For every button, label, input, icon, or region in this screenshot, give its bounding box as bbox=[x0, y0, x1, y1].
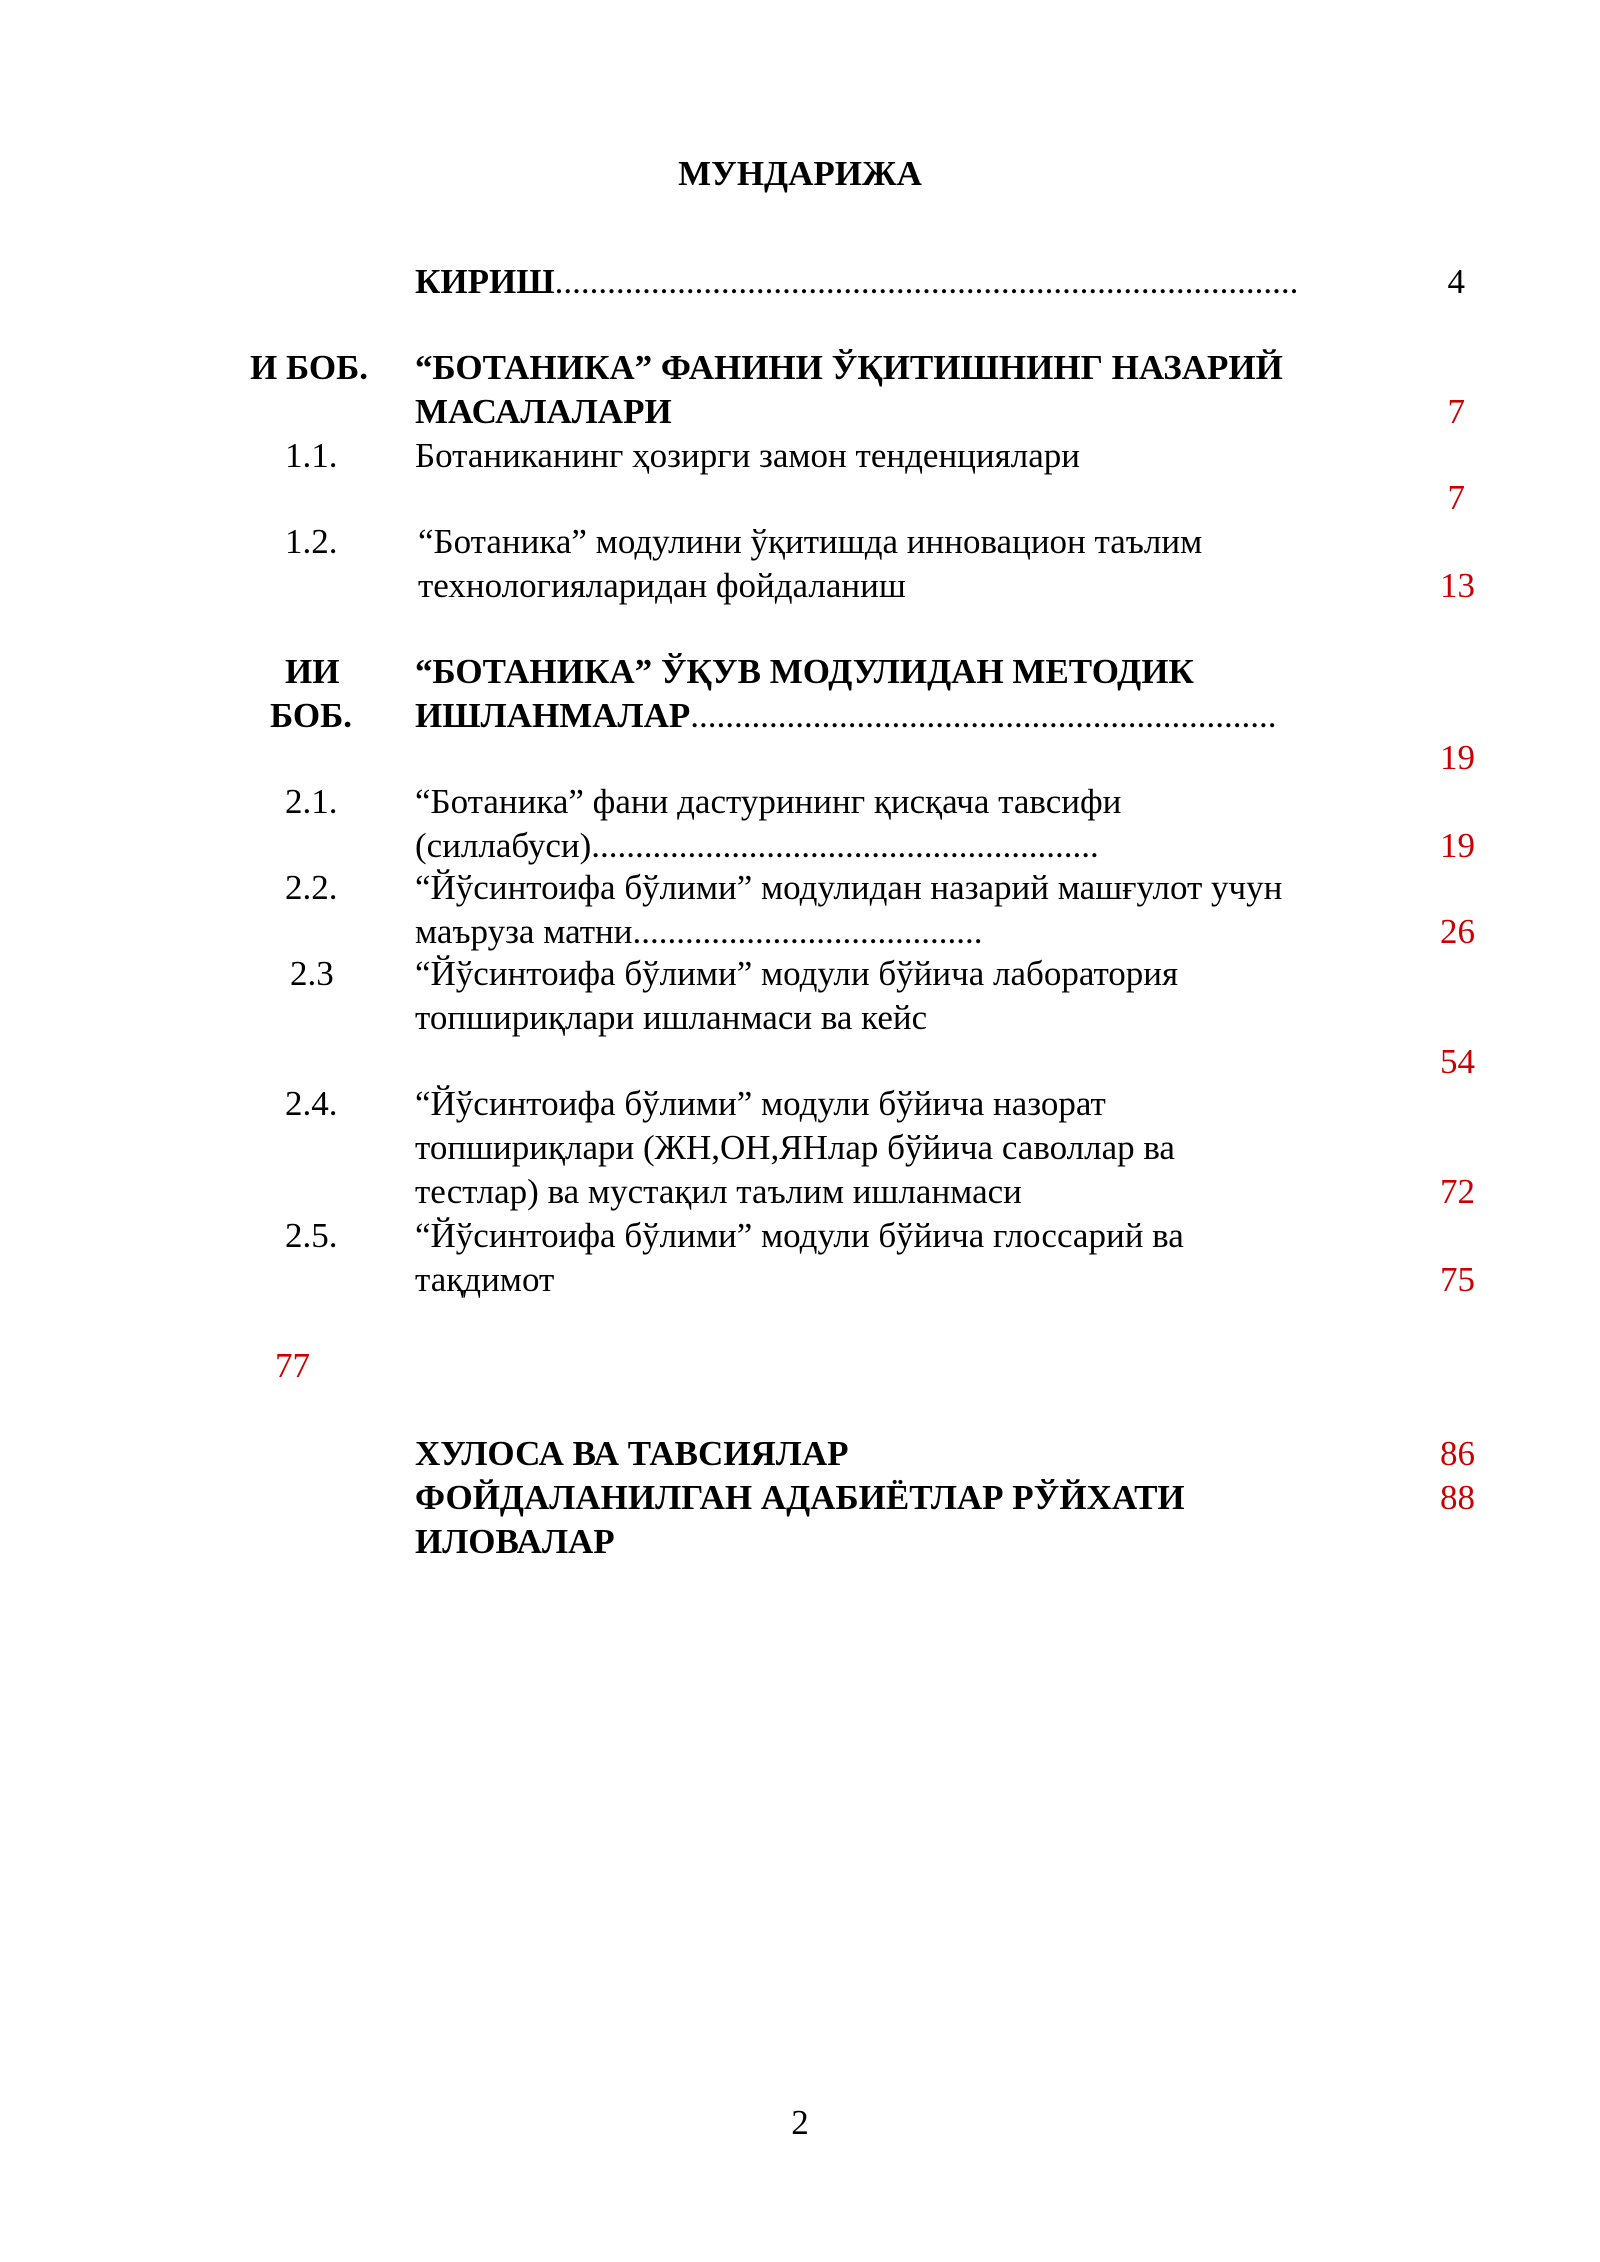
toc-page-number: 19 bbox=[1440, 826, 1475, 865]
section-title-line[interactable]: “Йўсинтоифа бўлими” модулидан назарий машғулот учун bbox=[415, 868, 1283, 907]
section-title-line[interactable]: маъруза матни........................................ bbox=[415, 912, 983, 951]
toc-page-number: 26 bbox=[1440, 912, 1475, 951]
toc-page-number: 13 bbox=[1440, 566, 1475, 605]
section-number: 2.1. bbox=[285, 782, 338, 821]
section-title-line[interactable]: “Ботаника” фани дастурининг қисқача тавсифи bbox=[415, 782, 1122, 821]
page-number: 2 bbox=[791, 2103, 809, 2142]
toc-page-number: 7 bbox=[1447, 478, 1465, 517]
toc-page-number: 86 bbox=[1440, 1434, 1475, 1473]
toc-page-number: 7 bbox=[1447, 392, 1465, 431]
toc-entry-references[interactable]: ФОЙДАЛАНИЛГАН АДАБИЁТЛАР РЎЙХАТИ bbox=[415, 1478, 1185, 1517]
chapter-title-line[interactable]: МАСАЛАЛАРИ bbox=[415, 392, 672, 431]
toc-page-number: 72 bbox=[1440, 1172, 1475, 1211]
chapter-label: БОБ. bbox=[270, 696, 353, 735]
section-number: 2.5. bbox=[285, 1216, 338, 1255]
toc-page-number: 19 bbox=[1440, 738, 1475, 777]
section-number: 2.2. bbox=[285, 868, 338, 907]
stray-page-number: 77 bbox=[275, 1346, 310, 1385]
toc-entry-label: КИРИШ bbox=[415, 262, 555, 301]
section-title-line[interactable]: (силлабуси).......................................................... bbox=[415, 826, 1099, 865]
section-title-line[interactable]: “Йўсинтоифа бўлими” модули бўйича лаборатория bbox=[415, 954, 1179, 993]
section-number: 2.4. bbox=[285, 1084, 338, 1123]
section-title-line[interactable]: тестлар) ва мустақил таълим ишланмаси bbox=[415, 1172, 1022, 1211]
section-title-line[interactable]: тақдимот bbox=[415, 1260, 555, 1299]
section-title-line[interactable]: “Ботаника” модулини ўқитишда инновацион таълим bbox=[418, 522, 1203, 561]
dot-leader: ..................................................................................... bbox=[554, 262, 1299, 301]
chapter-title-line[interactable] bbox=[415, 694, 1277, 738]
section-title-line[interactable]: “Йўсинтоифа бўлими” модули бўйича назорат bbox=[415, 1084, 1106, 1123]
toc-entry-intro[interactable] bbox=[415, 260, 1298, 304]
toc-entry-conclusion[interactable]: ХУЛОСА ВА ТАВСИЯЛАР bbox=[415, 1434, 849, 1473]
toc-page-number: 4 bbox=[1447, 262, 1465, 301]
section-number: 1.1. bbox=[285, 436, 338, 475]
section-title-line[interactable]: “Йўсинтоифа бўлими” модули бўйича глоссарий ва bbox=[415, 1216, 1184, 1255]
chapter-title-line[interactable]: “БОТАНИКА” ЎҚУВ МОДУЛИДАН МЕТОДИК bbox=[415, 652, 1194, 691]
chapter-label: ИИ bbox=[285, 652, 340, 691]
toc-entry-appendix[interactable]: ИЛОВАЛАР bbox=[415, 1522, 615, 1561]
chapter-label: И БОБ. bbox=[250, 348, 368, 387]
chapter-title-text: ИШЛАНМАЛАР bbox=[415, 696, 691, 735]
toc-page-number: 54 bbox=[1440, 1042, 1475, 1081]
section-title-line[interactable]: топшириқлари ишланмаси ва кейс bbox=[415, 998, 928, 1037]
section-title-line[interactable]: Ботаниканинг ҳозирги замон тенденциялари bbox=[415, 436, 1080, 475]
chapter-title-line[interactable]: “БОТАНИКА” ФАНИНИ ЎҚИТИШНИНГ НАЗАРИЙ bbox=[415, 348, 1283, 387]
toc-page-number: 88 bbox=[1440, 1478, 1475, 1517]
toc-page-number: 75 bbox=[1440, 1260, 1475, 1299]
page-title: МУНДАРИЖА bbox=[678, 154, 922, 193]
section-number: 1.2. bbox=[285, 522, 338, 561]
section-title-line[interactable]: топшириқлари (ЖН,ОН,ЯНлар бўйича саволлар ва bbox=[415, 1128, 1175, 1167]
section-number: 2.3 bbox=[290, 954, 334, 993]
section-title-line[interactable]: технологияларидан фойдаланиш bbox=[418, 566, 906, 605]
dot-leader: ................................................................... bbox=[690, 696, 1277, 735]
